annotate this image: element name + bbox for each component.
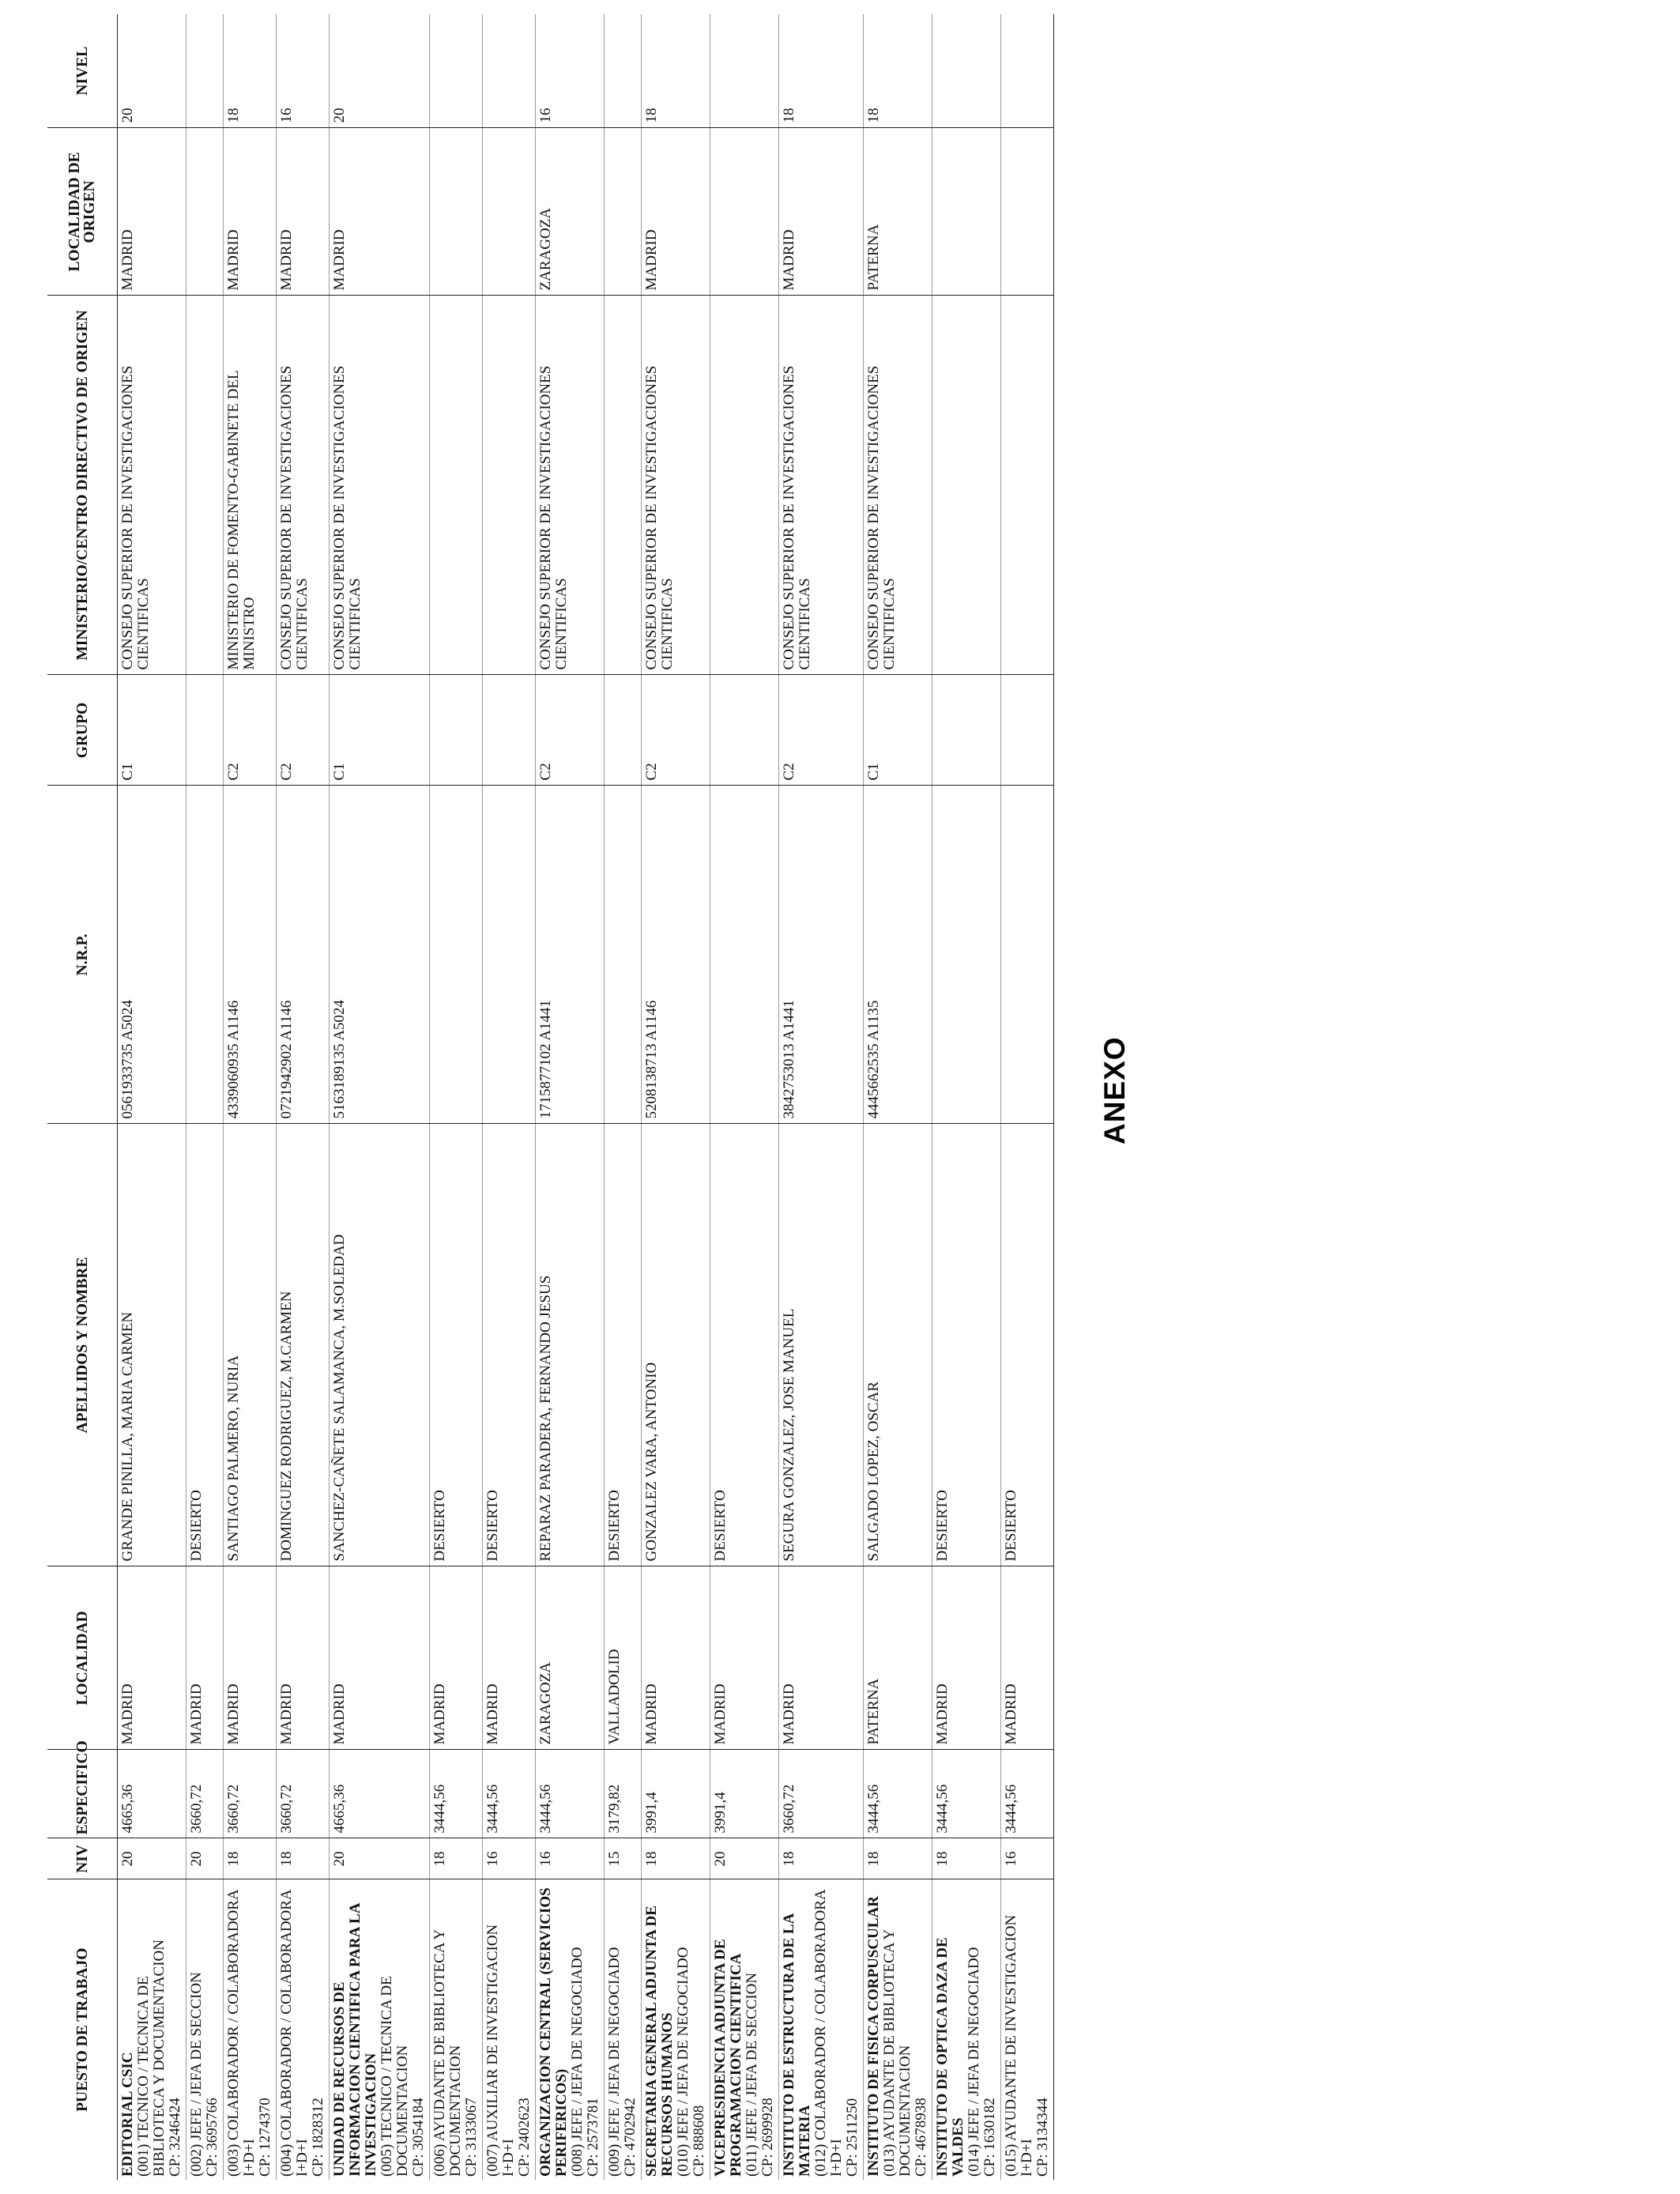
- position-label: (006) AYUDANTE DE BIBLIOTECA Y DOCUMENTACION: [431, 1929, 464, 2177]
- position-label: (010) JEFE / JEFA DE NEGOCIADO: [675, 1947, 691, 2177]
- position-code: CP: 3134344: [1034, 2098, 1051, 2177]
- cell-especifico: 3444,56: [536, 1750, 605, 1838]
- cell-especifico: 3660,72: [186, 1750, 224, 1838]
- header-nivel: NIVEL: [47, 14, 118, 128]
- position-code: CP: 3695766: [204, 2098, 220, 2177]
- cell-especifico: 3179,82: [605, 1750, 642, 1838]
- cell-localidad: MADRID: [224, 1566, 277, 1750]
- unit-name: ORGANIZACION CENTRAL (SERVICIOS PERIFERICOS): [537, 1887, 570, 2177]
- unit-name: INSTITUTO DE FISICA CORPUSCULAR: [865, 1896, 882, 2177]
- cell-localidad: VALLADOLID: [605, 1566, 642, 1750]
- cell-localidad-origen: [605, 128, 642, 296]
- position-code: CP: 4702942: [622, 2098, 638, 2177]
- cell-apellidos: SANTIAGO PALMERO, NURIA: [224, 1124, 277, 1566]
- table-row: [779, 14, 864, 2180]
- table-row: [642, 14, 710, 2180]
- cell-apellidos: DESIERTO: [186, 1124, 224, 1566]
- position-label: (005) TECNICO / TECNICA DE DOCUMENTACION: [379, 1976, 411, 2177]
- cell-nivel: [430, 14, 483, 128]
- cell-apellidos: DESIERTO: [430, 1124, 483, 1566]
- cell-puesto: [642, 1879, 710, 2180]
- position-code: CP: 2573781: [585, 2098, 601, 2177]
- cell-puesto: [186, 1879, 224, 2180]
- cell-grupo: [186, 675, 224, 786]
- cell-nivel: 18: [779, 14, 864, 128]
- cell-ministerio: [710, 296, 779, 675]
- table-header-row: [47, 14, 118, 2180]
- table-row: [277, 14, 330, 2180]
- cell-grupo: [605, 675, 642, 786]
- cell-localidad-origen: [483, 128, 536, 296]
- cell-niv: 16: [536, 1838, 605, 1879]
- cell-localidad: MADRID: [932, 1566, 1001, 1750]
- cell-grupo: C1: [118, 675, 186, 786]
- cell-niv: 18: [224, 1838, 277, 1879]
- cell-especifico: 3444,56: [864, 1750, 932, 1838]
- cell-niv: 16: [483, 1838, 536, 1879]
- cell-ministerio: MINISTERIO DE FOMENTO-GABINETE DEL MINISTRO: [224, 296, 277, 675]
- cell-apellidos: SANCHEZ-CAÑETE SALAMANCA, M.SOLEDAD: [330, 1124, 430, 1566]
- cell-apellidos: DOMINGUEZ RODRIGUEZ, M.CARMEN: [277, 1124, 330, 1566]
- unit-name: INSTITUTO DE ESTRUCTURA DE LA MATERIA: [781, 1913, 813, 2177]
- cell-puesto: [483, 1879, 536, 2180]
- unit-name: UNIDAD DE RECURSOS DE INFORMACION CIENTIFICA PARA LA INVESTIGACION: [331, 1903, 379, 2177]
- cell-puesto: [779, 1879, 864, 2180]
- cell-nrp: [710, 786, 779, 1124]
- cell-ministerio: CONSEJO SUPERIOR DE INVESTIGACIONES CIENTIFICAS: [864, 296, 932, 675]
- cell-nivel: 20: [330, 14, 430, 128]
- cell-ministerio: CONSEJO SUPERIOR DE INVESTIGACIONES CIENTIFICAS: [779, 296, 864, 675]
- table-body: [118, 14, 1054, 2180]
- position-code: CP: 3246424: [167, 2098, 183, 2177]
- cell-nivel: 18: [864, 14, 932, 128]
- cell-nrp: [605, 786, 642, 1124]
- table-row: [330, 14, 430, 2180]
- cell-especifico: 3991,4: [642, 1750, 710, 1838]
- header-apellidos: APELLIDOS Y NOMBRE: [47, 1124, 118, 1566]
- cell-apellidos: SEGURA GONZALEZ, JOSE MANUEL: [779, 1124, 864, 1566]
- cell-localidad: MADRID: [1001, 1566, 1054, 1750]
- cell-grupo: [430, 675, 483, 786]
- cell-grupo: [710, 675, 779, 786]
- cell-nivel: [1001, 14, 1054, 128]
- cell-grupo: C2: [224, 675, 277, 786]
- cell-grupo: C2: [277, 675, 330, 786]
- header-localidad: LOCALIDAD: [47, 1566, 118, 1750]
- cell-puesto: [932, 1879, 1001, 2180]
- position-label: (001) TECNICO / TECNICA DE BIBLIOTECA Y DOCUMENTACION: [135, 1939, 168, 2177]
- cell-nrp: 5208138713 A1146: [642, 786, 710, 1124]
- cell-ministerio: CONSEJO SUPERIOR DE INVESTIGACIONES CIENTIFICAS: [330, 296, 430, 675]
- position-code: CP: 1828312: [310, 2098, 326, 2177]
- cell-especifico: 3660,72: [779, 1750, 864, 1838]
- cell-grupo: C2: [536, 675, 605, 786]
- cell-niv: 20: [330, 1838, 430, 1879]
- cell-nivel: [932, 14, 1001, 128]
- cell-ministerio: [186, 296, 224, 675]
- cell-puesto: [330, 1879, 430, 2180]
- header-localidad-origen: LOCALIDAD DE ORIGEN: [47, 128, 118, 296]
- header-especifico: ESPECIFICO: [47, 1750, 118, 1838]
- cell-ministerio: CONSEJO SUPERIOR DE INVESTIGACIONES CIENTIFICAS: [536, 296, 605, 675]
- position-label: (008) JEFE / JEFA DE NEGOCIADO: [569, 1947, 586, 2177]
- cell-localidad-origen: MADRID: [118, 128, 186, 296]
- cell-nrp: [1001, 786, 1054, 1124]
- position-code: CP: 2402623: [516, 2098, 533, 2177]
- cell-apellidos: DESIERTO: [483, 1124, 536, 1566]
- unit-name: INSTITUTO DE OPTICA DAZA DE VALDES: [934, 1937, 966, 2177]
- position-code: CP: 3054184: [410, 2098, 427, 2177]
- cell-grupo: C1: [864, 675, 932, 786]
- position-label: (009) JEFE / JEFA DE NEGOCIADO: [606, 1947, 623, 2177]
- cell-localidad: MADRID: [277, 1566, 330, 1750]
- cell-especifico: 3991,4: [710, 1750, 779, 1838]
- cell-puesto: [224, 1879, 277, 2180]
- cell-grupo: C2: [779, 675, 864, 786]
- header-puesto: PUESTO DE TRABAJO: [47, 1879, 118, 2180]
- header-nrp: N.R.P.: [47, 786, 118, 1124]
- position-label: (013) AYUDANTE DE BIBLIOTECA Y DOCUMENTACION: [881, 1929, 913, 2177]
- cell-niv: 18: [430, 1838, 483, 1879]
- cell-especifico: 3444,56: [1001, 1750, 1054, 1838]
- cell-grupo: C2: [642, 675, 710, 786]
- position-code: CP: 2511250: [844, 2098, 861, 2177]
- cell-apellidos: DESIERTO: [605, 1124, 642, 1566]
- cell-nivel: [605, 14, 642, 128]
- cell-nivel: 18: [642, 14, 710, 128]
- position-code: CP: 4678938: [913, 2098, 929, 2177]
- cell-puesto: [710, 1879, 779, 2180]
- table-row: [864, 14, 932, 2180]
- cell-apellidos: GRANDE PINILLA, MARIA CARMEN: [118, 1124, 186, 1566]
- position-label: (004) COLABORADOR / COLABORADORA I+D+I: [278, 1890, 311, 2177]
- cell-localidad-origen: MADRID: [642, 128, 710, 296]
- cell-niv: 18: [864, 1838, 932, 1879]
- table-row: [1001, 14, 1054, 2180]
- cell-niv: 16: [1001, 1838, 1054, 1879]
- cell-localidad: MADRID: [483, 1566, 536, 1750]
- table-row: [186, 14, 224, 2180]
- table-row: [483, 14, 536, 2180]
- cell-especifico: 3660,72: [224, 1750, 277, 1838]
- table-row: [932, 14, 1001, 2180]
- table-row: [430, 14, 483, 2180]
- cell-grupo: C1: [330, 675, 430, 786]
- cell-nrp: [932, 786, 1001, 1124]
- cell-ministerio: CONSEJO SUPERIOR DE INVESTIGACIONES CIENTIFICAS: [642, 296, 710, 675]
- position-label: (002) JEFE / JEFA DE SECCION: [188, 1972, 205, 2177]
- cell-ministerio: [483, 296, 536, 675]
- cell-localidad-origen: MADRID: [224, 128, 277, 296]
- annex-table-wrapper: [47, 14, 1391, 2180]
- cell-localidad: MADRID: [186, 1566, 224, 1750]
- cell-localidad: MADRID: [642, 1566, 710, 1750]
- cell-niv: 15: [605, 1838, 642, 1879]
- position-label: (007) AUXILIAR DE INVESTIGACION I+D+I: [484, 1924, 517, 2177]
- position-code: CP: 888608: [691, 2105, 707, 2177]
- unit-name: EDITORIAL CSIC: [119, 2052, 136, 2177]
- cell-nrp: 4339060935 A1146: [224, 786, 277, 1124]
- table-row: [605, 14, 642, 2180]
- header-niv: NIV: [47, 1838, 118, 1879]
- position-label: (015) AYUDANTE DE INVESTIGACION I+D+I: [1003, 1914, 1035, 2177]
- cell-grupo: [1001, 675, 1054, 786]
- cell-nrp: 0561933735 A5024: [118, 786, 186, 1124]
- cell-niv: 18: [642, 1838, 710, 1879]
- cell-localidad: MADRID: [330, 1566, 430, 1750]
- table-row: [224, 14, 277, 2180]
- cell-apellidos: REPARAZ PARADERA, FERNANDO JESUS: [536, 1124, 605, 1566]
- cell-localidad: ZARAGOZA: [536, 1566, 605, 1750]
- cell-localidad-origen: [430, 128, 483, 296]
- position-label: (003) COLABORADOR / COLABORADORA I+D+I: [225, 1890, 258, 2177]
- cell-localidad-origen: MADRID: [779, 128, 864, 296]
- cell-nivel: 20: [118, 14, 186, 128]
- cell-niv: 18: [932, 1838, 1001, 1879]
- cell-ministerio: CONSEJO SUPERIOR DE INVESTIGACIONES CIENTIFICAS: [118, 296, 186, 675]
- table-row: [710, 14, 779, 2180]
- annex-table: [47, 14, 1054, 2180]
- cell-puesto: [118, 1879, 186, 2180]
- cell-apellidos: SALGADO LOPEZ, OSCAR: [864, 1124, 932, 1566]
- header-grupo: GRUPO: [47, 675, 118, 786]
- cell-localidad: MADRID: [430, 1566, 483, 1750]
- cell-nivel: 18: [224, 14, 277, 128]
- cell-puesto: [864, 1879, 932, 2180]
- cell-grupo: [932, 675, 1001, 786]
- cell-localidad-origen: ZARAGOZA: [536, 128, 605, 296]
- cell-ministerio: [430, 296, 483, 675]
- position-code: CP: 1274370: [257, 2098, 273, 2177]
- cell-localidad-origen: [186, 128, 224, 296]
- cell-especifico: 3444,56: [483, 1750, 536, 1838]
- position-label: (011) JEFE / JEFA DE SECCION: [744, 1972, 760, 2177]
- cell-localidad: MADRID: [118, 1566, 186, 1750]
- cell-especifico: 3444,56: [932, 1750, 1001, 1838]
- cell-nivel: [710, 14, 779, 128]
- cell-puesto: [1001, 1879, 1054, 2180]
- cell-nivel: [186, 14, 224, 128]
- cell-nrp: [483, 786, 536, 1124]
- cell-puesto: [430, 1879, 483, 2180]
- cell-niv: 20: [710, 1838, 779, 1879]
- cell-nivel: 16: [277, 14, 330, 128]
- cell-especifico: 3444,56: [430, 1750, 483, 1838]
- header-ministerio: MINISTERIO/CENTRO DIRECTIVO DE ORIGEN: [47, 296, 118, 675]
- cell-nivel: 16: [536, 14, 605, 128]
- table-row: [536, 14, 605, 2180]
- cell-especifico: 3660,72: [277, 1750, 330, 1838]
- cell-nrp: [430, 786, 483, 1124]
- cell-localidad-origen: [932, 128, 1001, 296]
- cell-localidad-origen: MADRID: [277, 128, 330, 296]
- cell-apellidos: DESIERTO: [710, 1124, 779, 1566]
- table-row: [118, 14, 186, 2180]
- position-code: CP: 2699928: [759, 2098, 776, 2177]
- position-code: CP: 1630182: [981, 2098, 998, 2177]
- position-code: CP: 3133067: [463, 2098, 480, 2177]
- cell-ministerio: [1001, 296, 1054, 675]
- cell-localidad-origen: [1001, 128, 1054, 296]
- cell-nrp: 3842753013 A1441: [779, 786, 864, 1124]
- cell-ministerio: [932, 296, 1001, 675]
- cell-nrp: 4445662535 A1135: [864, 786, 932, 1124]
- cell-puesto: [605, 1879, 642, 2180]
- position-label: (012) COLABORADOR / COLABORADORA I+D+I: [812, 1890, 845, 2177]
- cell-especifico: 4665,36: [330, 1750, 430, 1838]
- cell-localidad: MADRID: [779, 1566, 864, 1750]
- cell-nivel: [483, 14, 536, 128]
- unit-name: SECRETARIA GENERAL ADJUNTA DE RECURSOS HUMANOS: [643, 1906, 676, 2177]
- cell-niv: 18: [277, 1838, 330, 1879]
- cell-grupo: [483, 675, 536, 786]
- cell-especifico: 4665,36: [118, 1750, 186, 1838]
- cell-localidad-origen: PATERNA: [864, 128, 932, 296]
- cell-apellidos: DESIERTO: [932, 1124, 1001, 1566]
- cell-nrp: [186, 786, 224, 1124]
- cell-localidad-origen: MADRID: [330, 128, 430, 296]
- cell-ministerio: CONSEJO SUPERIOR DE INVESTIGACIONES CIENTIFICAS: [277, 296, 330, 675]
- cell-puesto: [536, 1879, 605, 2180]
- cell-puesto: [277, 1879, 330, 2180]
- cell-localidad-origen: [710, 128, 779, 296]
- cell-apellidos: GONZALEZ VARA, ANTONIO: [642, 1124, 710, 1566]
- cell-niv: 20: [186, 1838, 224, 1879]
- cell-apellidos: DESIERTO: [1001, 1124, 1054, 1566]
- cell-localidad: PATERNA: [864, 1566, 932, 1750]
- cell-nrp: 0721942902 A1146: [277, 786, 330, 1124]
- cell-niv: 20: [118, 1838, 186, 1879]
- cell-nrp: 5163189135 A5024: [330, 786, 430, 1124]
- document-title: ANEXO: [1098, 1036, 1131, 1144]
- unit-name: VICEPRESIDENCIA ADJUNTA DE PROGRAMACION CIENTIFICA: [712, 1939, 744, 2177]
- cell-localidad: MADRID: [710, 1566, 779, 1750]
- position-label: (014) JEFE / JEFA DE NEGOCIADO: [966, 1947, 982, 2177]
- cell-ministerio: [605, 296, 642, 675]
- cell-nrp: 1715877102 A1441: [536, 786, 605, 1124]
- cell-niv: 18: [779, 1838, 864, 1879]
